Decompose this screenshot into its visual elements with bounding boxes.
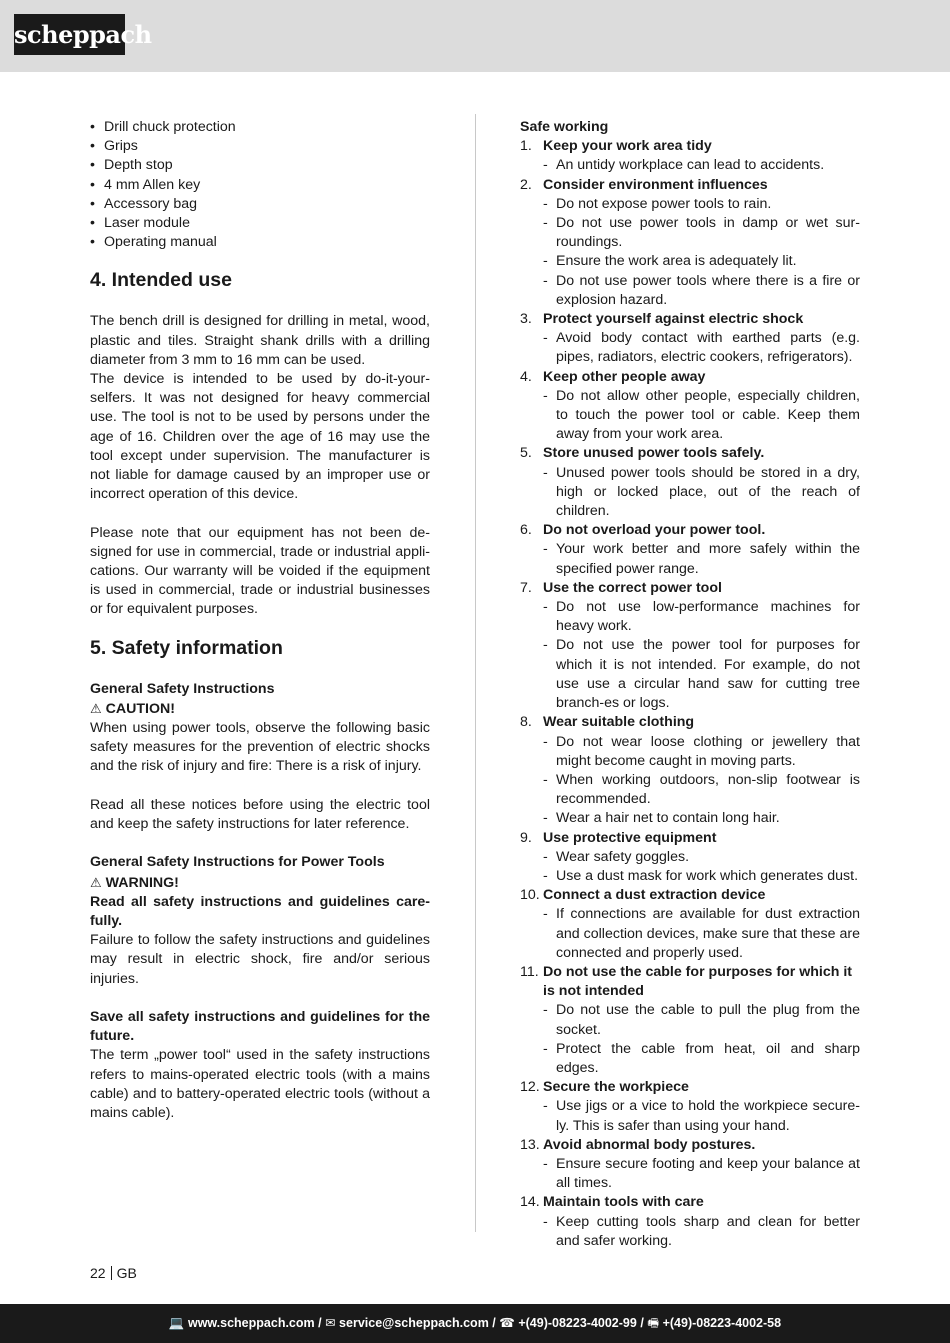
safety-rule xyxy=(520,1136,860,1194)
rule-number: 9. xyxy=(520,829,532,846)
brand-logo: scheppach xyxy=(14,14,125,55)
safety-rule xyxy=(520,963,860,1078)
rule-item: - Use jigs or a vice to hold the workpiece secure-ly. This is safer than using your hand. xyxy=(543,1097,860,1135)
safety-rule xyxy=(520,310,860,368)
rule-title: Keep your work area tidy xyxy=(543,138,712,155)
read-all-instructions: Read all safety instructions and guidelines care-fully. xyxy=(90,893,430,930)
section-5-title: 5. Safety information xyxy=(90,636,283,659)
list-item: • Laser module xyxy=(90,214,430,233)
rule-title: Secure the workpiece xyxy=(543,1079,689,1096)
rule-item: - Do not wear loose clothing or jewellery that might become caught in moving parts. xyxy=(543,733,860,771)
safety-rule xyxy=(520,1078,860,1136)
rule-title: Connect a dust extraction device xyxy=(543,887,766,904)
safety-rule xyxy=(520,886,860,963)
rule-title: Protect yourself against electric shock xyxy=(543,311,804,328)
general-safety-paragraph-2: Read all these notices before using the electric tool and keep the safety instructions for later reference. xyxy=(90,796,430,833)
rule-number: 14. xyxy=(520,1194,540,1211)
rule-item: - If connections are available for dust extraction and collection devices, make sure that these are connected and properly used. xyxy=(543,905,860,963)
fax-icon: 🖷 xyxy=(647,1316,660,1330)
list-item: • Operating manual xyxy=(90,233,430,252)
rule-number: 12. xyxy=(520,1079,540,1096)
failure-warning-paragraph: Failure to follow the safety instructions and guidelines may result in electric shock, fire and/or serious injuries. xyxy=(90,932,430,987)
warning-label: ⚠ WARNING! xyxy=(90,874,179,891)
list-item: • Drill chuck protection xyxy=(90,118,430,137)
phone-number: +(49)-08223-4002-99 xyxy=(518,1316,637,1330)
intended-use-paragraph-2: The device is intended to be used by do-it-your-selfers. It was not designed for heavy commercial use. The tool is not to be used by persons under the age of 16. Children over the age of 16 may use the tool except under supervision. The manufacturer is not liable for damage caused by an improper use or incorrect operation of this device. xyxy=(90,371,430,503)
safety-rule xyxy=(520,176,860,310)
safety-rule xyxy=(520,137,860,175)
list-item: • Grips xyxy=(90,137,430,156)
rule-number: 13. xyxy=(520,1136,540,1153)
rule-item: - Unused power tools should be stored in a dry, high or locked place, out of the reach of children. xyxy=(543,464,860,522)
rule-title: Use protective equipment xyxy=(543,829,717,846)
rule-number: 3. xyxy=(520,311,532,328)
rule-number: 5. xyxy=(520,445,532,462)
general-safety-heading: General Safety Instructions xyxy=(90,680,275,697)
rule-title: Avoid abnormal body postures. xyxy=(543,1136,756,1153)
email-link[interactable]: service@scheppach.com xyxy=(339,1316,489,1330)
warning-triangle-icon: ⚠ xyxy=(90,874,102,890)
rule-item: - Keep cutting tools sharp and clean for better and safer working. xyxy=(543,1213,860,1251)
safety-rule xyxy=(520,829,860,887)
rule-item: - Do not use the cable to pull the plug from the socket. xyxy=(543,1001,860,1039)
rule-item: - When working outdoors, non-slip footwear is recommended. xyxy=(543,771,860,809)
safety-rule xyxy=(520,579,860,713)
rule-item: - An untidy workplace can lead to accidents. xyxy=(543,156,860,175)
rule-title: Keep other people away xyxy=(543,368,706,385)
rule-number: 2. xyxy=(520,176,532,193)
rule-title: Store unused power tools safely. xyxy=(543,445,765,462)
mail-icon: ✉ xyxy=(325,1316,336,1330)
page-header xyxy=(0,0,950,72)
rule-item: - Do not use the power tool for purposes for which it is not intended. For example, do not use use a circular hand saw for cutting tree branch-es or logs. xyxy=(543,636,860,713)
warning-triangle-icon: ⚠ xyxy=(90,700,102,716)
rule-number: 10. xyxy=(520,887,540,904)
rule-item: - Do not expose power tools to rain. xyxy=(543,195,860,214)
rule-item: - Your work better and more safely within the specified power range. xyxy=(543,540,860,578)
rule-title: Maintain tools with care xyxy=(543,1194,704,1211)
rule-item: - Wear a hair net to contain long hair. xyxy=(543,809,860,828)
left-column xyxy=(90,118,430,1123)
rule-item: - Do not use power tools in damp or wet sur-roundings. xyxy=(543,214,860,252)
general-safety-paragraph-1: When using power tools, observe the following basic safety measures for the prevention of electric shocks and the risk of injury and fire: There is a risk of injury. xyxy=(90,720,430,775)
rule-item: - Ensure secure footing and keep your balance at all times. xyxy=(543,1155,860,1193)
safe-working-heading: Safe working xyxy=(520,119,609,135)
page-number: 22 GB xyxy=(90,1265,137,1281)
rule-number: 4. xyxy=(520,368,532,385)
rule-item: - Protect the cable from heat, oil and sharp edges. xyxy=(543,1040,860,1078)
rule-number: 11. xyxy=(520,963,539,980)
right-column xyxy=(520,118,860,1251)
column-divider xyxy=(475,114,476,1232)
rule-number: 7. xyxy=(520,579,532,596)
rule-item: - Wear safety goggles. xyxy=(543,848,860,867)
rule-item: - Do not use low-performance machines for heavy work. xyxy=(543,598,860,636)
scope-of-delivery-list xyxy=(90,118,430,252)
safe-working-rules-list xyxy=(520,137,860,1251)
safety-rule xyxy=(520,521,860,579)
save-instructions-heading: Save all safety instructions and guidelines for the future. xyxy=(90,1009,430,1045)
safety-rule xyxy=(520,368,860,445)
safety-rule xyxy=(520,444,860,521)
rule-item: - Do not use power tools where there is a fire or explosion hazard. xyxy=(543,272,860,310)
list-item: • 4 mm Allen key xyxy=(90,176,430,195)
website-link[interactable]: www.scheppach.com xyxy=(187,1316,315,1330)
rule-title: Wear suitable clothing xyxy=(543,714,695,731)
caution-label: ⚠ CAUTION! xyxy=(90,700,175,717)
power-tools-safety-heading: General Safety Instructions for Power Tools xyxy=(90,854,385,871)
rule-title: Use the correct power tool xyxy=(543,579,722,596)
safety-rule xyxy=(520,713,860,828)
list-item: • Depth stop xyxy=(90,156,430,175)
rule-title: Do not overload your power tool. xyxy=(543,522,766,539)
rule-item: - Avoid body contact with earthed parts (e.g. pipes, radiators, electric cookers, refrigerators). xyxy=(543,329,860,367)
rule-title: Consider environment influences xyxy=(543,176,768,193)
rule-number: 1. xyxy=(520,138,532,155)
rule-item: - Use a dust mask for work which generates dust. xyxy=(543,867,860,886)
fax-number: +(49)-08223-4002-58 xyxy=(662,1316,782,1330)
rule-title: Do not use the cable for purposes for which it is not intended xyxy=(543,963,853,1000)
intended-use-paragraph-1: The bench drill is designed for drilling in metal, wood, plastic and tiles. Straight shank drills with a drilling diameter from 3 mm to 16 mm can be used. xyxy=(90,313,430,368)
rule-item: - Do not allow other people, especially children, to touch the power tool or cable. Keep them away from your work area. xyxy=(543,387,860,445)
section-4-title: 4. Intended use xyxy=(90,269,232,292)
safety-rule xyxy=(520,1193,860,1251)
rule-number: 8. xyxy=(520,714,532,731)
rule-item: - Ensure the work area is adequately lit. xyxy=(543,252,860,271)
computer-icon: 💻 xyxy=(168,1316,185,1330)
phone-icon: ☎ xyxy=(499,1316,515,1330)
rule-number: 6. xyxy=(520,522,532,539)
power-tool-term-paragraph: The term „power tool“ used in the safety instructions refers to mains-operated electric tools (with a mains cable) and to battery-operated electric tools (without a mains cable). xyxy=(90,1047,430,1122)
contact-footer: 💻 www.scheppach.com / ✉ service@scheppach.com / ☎ +(49)-08223-4002-99 / 🖷 +(49)-08223-4002-58 xyxy=(0,1304,950,1343)
list-item: • Accessory bag xyxy=(90,195,430,214)
intended-use-paragraph-3: Please note that our equipment has not been de-signed for use in commercial, trade or industrial appli-cations. Our warranty will be voided if the equipment is used in commercial, trade or industrial businesses or for equivalent purposes. xyxy=(90,524,430,618)
